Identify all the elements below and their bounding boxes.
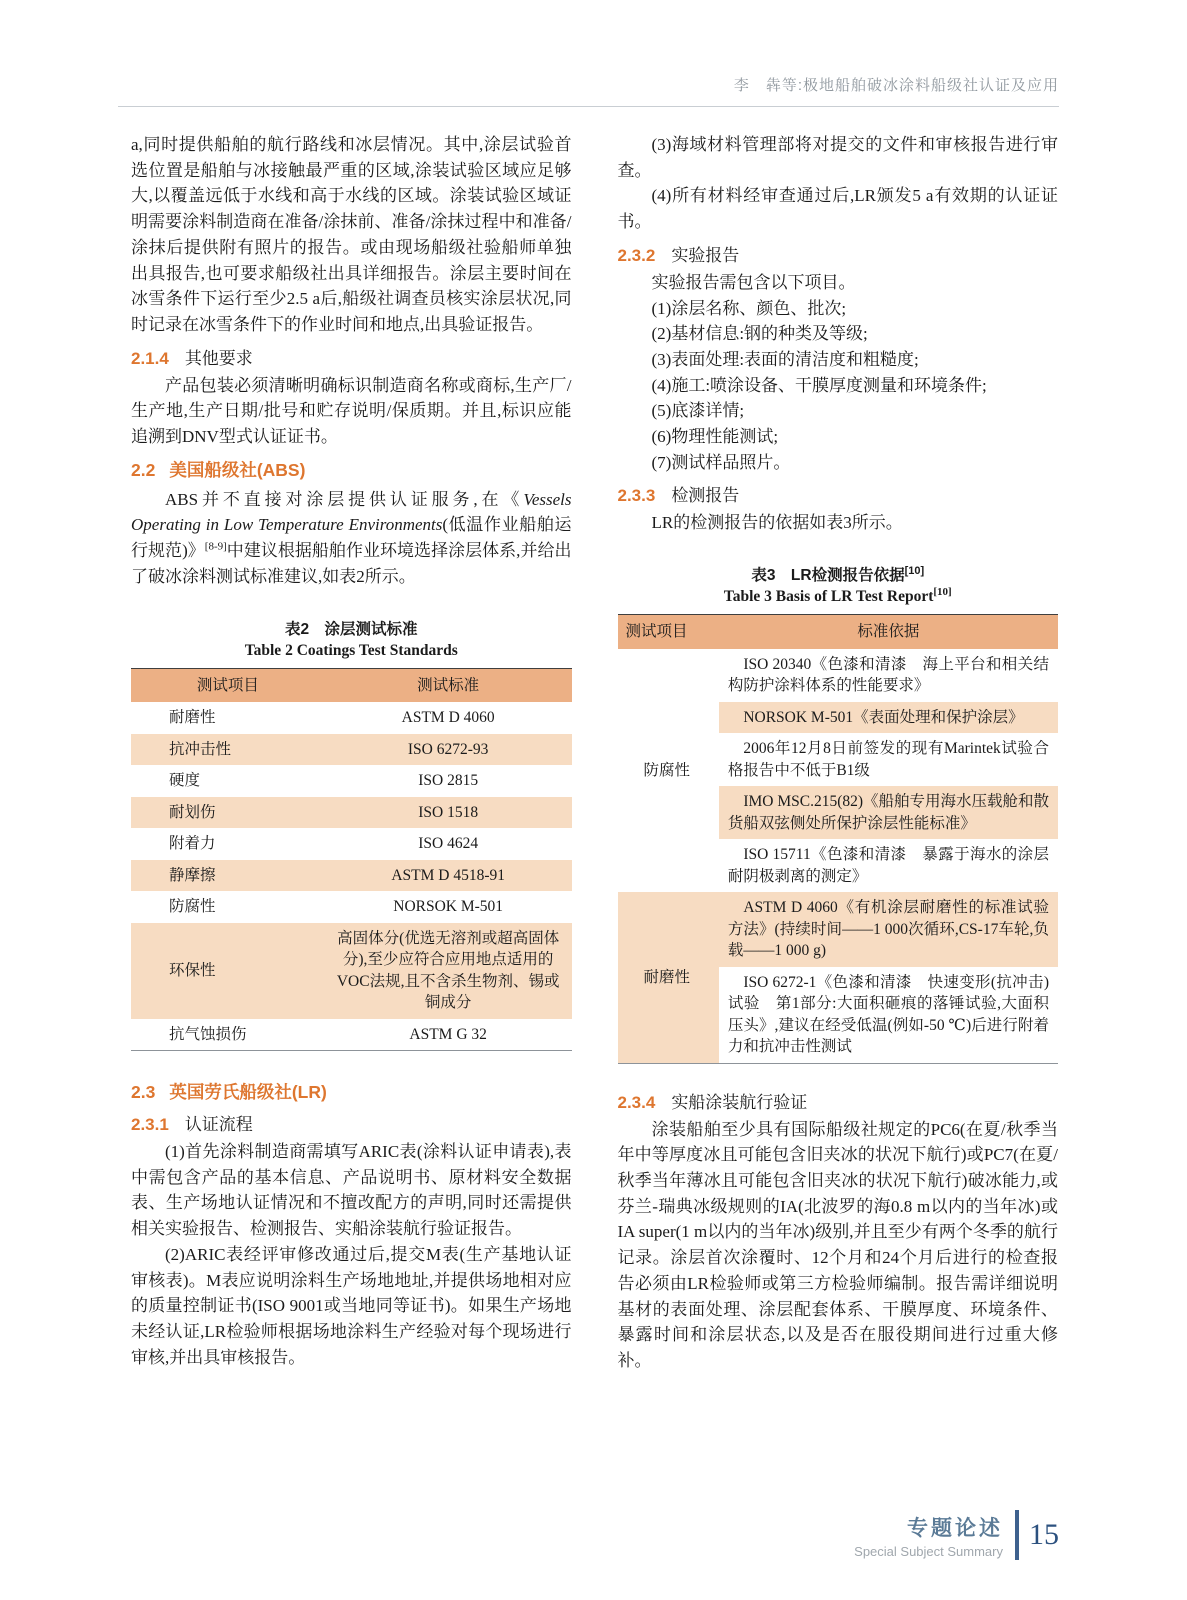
cell-test-standard: ISO 2815 (418, 772, 479, 790)
cell-standard: ISO 20340《色漆和清漆 海上平台和相关结构防护涂料体系的性能要求》 (727, 655, 1049, 695)
caption-text: Table 3 Basis of LR Test Report (723, 588, 934, 606)
section-title: 其他要求 (184, 348, 253, 368)
footer-section-en: Special Subject Summary (854, 1543, 1003, 1559)
cell-standard: ISO 15711《色漆和清漆 暴露于海水的涂层耐阴极剥离的测定》 (727, 846, 1049, 885)
body-paragraph: (2)ARIC表经评审修改通过后,提交M表(生产基地认证审核表)。M表应说明涂料生产场地地址,并提供场地相对应的质量控制证书(ISO 9001或当地同等证书)。如果生产场地未经认证,LR检验师根据场地涂料生产经验对每个现场进行审核,并出具审核报告。 (131, 1244, 572, 1367)
cell-test-item: 防腐性 (169, 898, 216, 916)
body-paragraph: 实验报告需包含以下项目。 (651, 272, 856, 292)
section-number: 2.3.2 (617, 245, 656, 265)
left-column (131, 132, 572, 1374)
table-row (131, 797, 572, 829)
cell-test-item: 附着力 (169, 835, 216, 853)
table-row (131, 702, 572, 734)
body-paragraph: LR的检测报告的依据如表3所示。 (651, 513, 903, 533)
column-header-test-item: 测试项目 (131, 668, 325, 702)
table-3-caption-en (618, 585, 1059, 606)
table-row (131, 891, 572, 923)
table-row (618, 892, 1059, 967)
section-heading-2-3 (131, 1079, 572, 1104)
right-column (618, 132, 1059, 1374)
two-column-body (131, 132, 1058, 1374)
cell-test-standard: ISO 1518 (418, 803, 479, 821)
table-2-caption-cn: 表2 涂层测试标准 (284, 620, 418, 638)
table-row (131, 828, 572, 860)
column-header-test-standard: 测试标准 (325, 668, 572, 702)
table-row (131, 1019, 572, 1051)
section-heading-2-3-2 (618, 241, 1059, 266)
footer-section-cn: 专题论述 (907, 1516, 1003, 1540)
cell-test-item: 硬度 (169, 772, 201, 790)
section-heading-2-3-1 (131, 1110, 572, 1135)
list-item: (3)表面处理:表面的清洁度和粗糙度; (651, 349, 919, 369)
cell-test-standard: 高固体分(优选无溶剂或超高固体分),至少应符合应用地点适用的VOC法规,且不含杀生物剂、锡或铜成分 (336, 929, 560, 1012)
table-row (131, 765, 572, 797)
page-footer (854, 1510, 1059, 1560)
table-row (131, 860, 572, 892)
cell-test-item: 抗冲击性 (169, 740, 232, 758)
coatings-test-standards-table (131, 668, 572, 1052)
section-heading-2-1-4 (131, 344, 572, 369)
section-title: 实验报告 (671, 245, 740, 265)
table-header-row (618, 615, 1059, 649)
footer-section-block (854, 1512, 1003, 1559)
text-run: (低温作业船舶运行规范)》 (131, 515, 572, 561)
body-paragraph: (1)首先涂料制造商需填写ARIC表(涂料认证申请表),表中需包含产品的基本信息、产品说明书、原材料安全数据表、生产场地认证情况和不擅改配方的声明,同时还需提供相关实验报告、检测报告、实船涂装航行验证报告。 (131, 1142, 572, 1239)
table-row (131, 734, 572, 766)
cell-standard: NORSOK M-501《表面处理和保护涂层》 (719, 702, 1058, 734)
section-heading-2-3-3 (618, 481, 1059, 506)
column-header-standard-basis: 标准依据 (719, 615, 1058, 649)
section-number: 2.3.1 (131, 1115, 169, 1135)
section-heading-2-3-4 (618, 1088, 1059, 1113)
section-title: 检测报告 (671, 486, 740, 506)
list-item: (1)涂层名称、颜色、批次; (651, 298, 847, 318)
body-paragraph (131, 487, 572, 590)
page-number: 15 (1029, 1518, 1059, 1551)
caption-text: 表3 LR检测报告依据 (751, 567, 905, 585)
citation-superscript: [10] (904, 564, 925, 577)
section-number: 2.1.4 (131, 348, 169, 368)
cell-test-item: 抗气蚀损伤 (169, 1025, 247, 1043)
list-item: (7)测试样品照片。 (651, 452, 791, 472)
list-item: (4)施工:喷涂设备、干膜厚度测量和环境条件; (651, 375, 987, 395)
cell-test-item: 耐划伤 (169, 803, 216, 821)
body-paragraph: 涂装船舶至少具有国际船级社规定的PC6(在夏/秋季当年中等厚度冰且可能包含旧夹冰的状况下航行)或PC7(在夏/秋季当年薄冰且可能包含旧夹冰的状况下航行)破冰能力,或芬兰-瑞典冰级规则的IA(北波罗的海0.8 m以内的当年冰)或IA super(1 m以内的当年冰)级别,并且至少有两个冬季的航行记录。涂层首次涂覆时、12个月和24个月后进行的检查报告必须由LR检验师或第三方检验师编制。报告需详细说明基材的表面处理、涂层配套体系、干膜厚度、环境条件、暴露时间和涂层状态,以及是否在服役期间进行过重大修补。 (617, 1119, 1058, 1370)
cell-test-standard: ASTM D 4518-91 (391, 866, 505, 884)
table-header-row (131, 668, 572, 702)
cell-standard: ISO 6272-1《色漆和清漆 快速变形(抗冲击)试验 第1部分:大面积砸痕的落锤试验,大面积压头》,建议在经受低温(例如-50 ℃)后进行附着力和抗冲击性测试 (727, 973, 1049, 1056)
citation-superscript: [10] (933, 585, 952, 598)
cell-test-standard: NORSOK M-501 (393, 898, 504, 916)
lr-test-report-basis-table (618, 614, 1059, 1064)
cell-test-standard: ASTM G 32 (409, 1025, 487, 1043)
text-run: 中建议根据船舶作业环境选择涂层体系,并给出了破冰涂料测试标准建议,如表2所示。 (131, 541, 572, 586)
section-number: 2.3.3 (617, 486, 656, 506)
body-paragraph: (3)海域材料管理部将对提交的文件和审核报告进行审查。 (617, 135, 1058, 180)
section-title: 实船涂装航行验证 (671, 1092, 808, 1112)
citation-superscript: [8-9] (204, 540, 227, 553)
section-number: 2.3.4 (617, 1092, 656, 1112)
cell-group-label: 耐磨性 (618, 892, 719, 1063)
table-row (131, 923, 572, 1019)
cell-test-standard: ISO 4624 (418, 835, 479, 853)
section-number: 2.3 (131, 1082, 156, 1103)
section-heading-2-2 (131, 457, 572, 482)
cell-standard: ASTM D 4060《有机涂层耐磨性的标准试验方法》(持续时间——1 000次循环,CS-17车轮,负载——1 000 g) (719, 892, 1058, 967)
section-title: 美国船级社(ABS) (169, 459, 306, 480)
list-item: (2)基材信息:钢的种类及等级; (651, 324, 868, 344)
body-paragraph: (4)所有材料经审查通过后,LR颁发5 a有效期的认证证书。 (617, 186, 1058, 232)
italic-book-title: Vessels Operating in Low Temperature Environments (131, 489, 572, 535)
cell-group-label: 防腐性 (643, 761, 691, 779)
running-head (118, 74, 1059, 107)
text-run: ABS并不直接对涂层提供认证服务,在《 (165, 489, 524, 509)
section-title: 英国劳氏船级社(LR) (169, 1082, 327, 1103)
cell-test-item: 环保性 (169, 961, 216, 979)
cell-test-standard: ASTM D 4060 (401, 709, 495, 727)
table-3-caption-cn (618, 563, 1059, 585)
cell-test-item: 静摩擦 (169, 866, 216, 884)
list-item: (6)物理性能测试; (651, 427, 779, 447)
column-header-test-item: 测试项目 (618, 615, 719, 649)
cell-standard: 2006年12月8日前签发的现有Marintek试验合格报告中不低于B1级 (727, 740, 1049, 779)
section-title: 认证流程 (184, 1115, 253, 1135)
cell-test-standard: ISO 6272-93 (407, 740, 489, 758)
list-item: (5)底漆详情; (651, 401, 745, 421)
body-paragraph: a,同时提供船舶的航行路线和冰层情况。其中,涂层试验首选位置是船舶与冰接触最严重的区域,涂装试验区域应足够大,以覆盖远低于水线和高于水线的区域。涂装试验区域证明需要涂料制造商在准备/涂抹前、准备/涂抹过程中和准备/涂抹后提供附有照片的报告。或由现场船级社验船师单独出具报告,也可要求船级社出具详细报告。涂层主要时间在冰雪条件下运行至少2.5 a后,船级社调查员核实涂层状况,同时记录在冰雪条件下的作业时间和地点,出具验证报告。 (131, 135, 572, 334)
section-number: 2.2 (131, 459, 156, 480)
body-paragraph: 产品包装必须清晰明确标识制造商名称或商标,生产厂/生产地,生产日期/批号和贮存说明/保质期。并且,标识应能追溯到DNV型式认证证书。 (131, 375, 572, 447)
cell-standard: IMO MSC.215(82)《船舶专用海水压载舱和散货船双弦侧处所保护涂层性能标准》 (719, 786, 1058, 839)
cell-test-item: 耐磨性 (169, 709, 216, 727)
table-2-caption-en: Table 2 Coatings Test Standards (244, 641, 458, 659)
table-row (618, 649, 1059, 702)
footer-divider (1015, 1510, 1019, 1560)
running-title: 李 犇等:极地船舶破冰涂料船级社认证及应用 (733, 77, 1059, 94)
